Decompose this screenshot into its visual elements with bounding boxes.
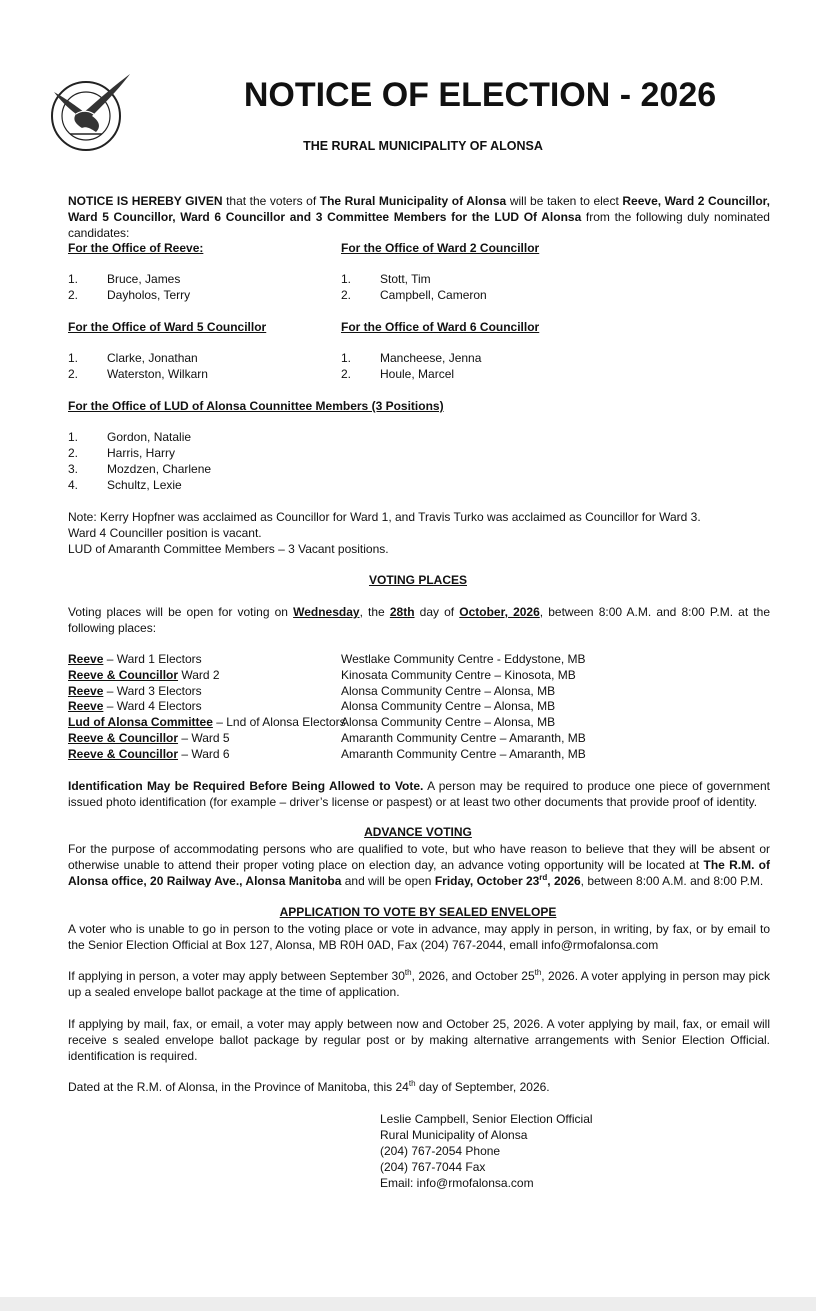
sealed-p2-text-2: , 2026, and October 25 bbox=[411, 969, 535, 983]
voting-location: Alonsa Community Centre – Alonsa, MB bbox=[341, 699, 556, 713]
ward5-heading: For the Office of Ward 5 Councillor bbox=[68, 320, 267, 334]
list-number: 1. bbox=[341, 272, 352, 286]
ward6-candidate-list bbox=[341, 350, 481, 382]
voting-place-row bbox=[68, 652, 768, 668]
identification-text: A person may be required to produce one piece of government issued photo identification (for example – driver’s license or paspest) or at least two other documents that provide proof of identity. bbox=[68, 779, 770, 809]
list-item bbox=[68, 271, 190, 287]
list-item bbox=[341, 350, 481, 366]
advance-text-1: For the purpose of accommodating persons who are qualified to vote, but who have reason to believe that they will be absent or otherwise unable to attend their proper voting place on election day, an advance voting opportunity will be located at bbox=[68, 842, 770, 872]
voting-electors: Ward 2 bbox=[178, 668, 220, 682]
advance-date-year: , 2026 bbox=[547, 874, 581, 888]
advance-date bbox=[435, 874, 581, 888]
note-line: Ward 4 Counciller position is vacant. bbox=[68, 526, 262, 540]
signature-email: Email: info@rmofalonsa.com bbox=[380, 1176, 534, 1190]
advance-date-day: Friday, October 23 bbox=[434, 874, 540, 888]
signature-organization: Rural Municipality of Alonsa bbox=[380, 1128, 528, 1142]
intro-text-2: will be taken to elect bbox=[506, 194, 623, 208]
candidate-name: Mozdzen, Charlene bbox=[107, 462, 212, 476]
identification-bold: Identification May be Required Before Being Allowed to Vote. bbox=[68, 779, 424, 793]
voting-location: Alonsa Community Centre – Alonsa, MB bbox=[341, 684, 556, 698]
voting-place-row bbox=[68, 668, 768, 684]
advance-text-3: , between 8:00 A.M. and 8:00 P.M. bbox=[580, 874, 764, 888]
signature-fax: (204) 767-7044 Fax bbox=[380, 1160, 486, 1174]
candidate-name: Campbell, Cameron bbox=[380, 288, 487, 302]
intro-text-3: from the following duly nominated candidates: bbox=[68, 210, 770, 240]
intro-paragraph bbox=[68, 193, 770, 241]
candidate-name: Bruce, James bbox=[107, 272, 181, 286]
list-item bbox=[68, 287, 190, 303]
intro-municipality: The Rural Municipality of Alonsa bbox=[319, 194, 507, 208]
advance-text-2: and will be open bbox=[341, 874, 435, 888]
voting-location: Alonsa Community Centre – Alonsa, MB bbox=[341, 715, 556, 729]
voting-place-row bbox=[68, 715, 768, 731]
voting-electors: – Ward 1 Electors bbox=[103, 652, 202, 666]
candidate-name: Schultz, Lexie bbox=[107, 478, 182, 492]
list-item bbox=[68, 461, 211, 477]
list-number: 1. bbox=[68, 430, 79, 444]
voting-places-heading: VOTING PLACES bbox=[368, 573, 467, 587]
candidate-name: Dayholos, Terry bbox=[107, 288, 191, 302]
dated-line bbox=[68, 1079, 770, 1095]
sealed-p2-suffix-1: th bbox=[404, 968, 412, 977]
list-item bbox=[68, 429, 211, 445]
voting-places-paragraph bbox=[68, 604, 770, 636]
voting-place-row bbox=[68, 699, 768, 715]
page-subtitle: THE RURAL MUNICIPALITY OF ALONSA bbox=[303, 139, 543, 153]
voting-text-3: day of bbox=[414, 605, 460, 619]
signature-name: Leslie Campbell, Senior Election Official bbox=[380, 1112, 593, 1126]
list-number: 2. bbox=[341, 367, 352, 381]
note-line: LUD of Amaranth Committee Members – 3 Vacant positions. bbox=[68, 542, 389, 556]
sealed-p2-text-3: , 2026. A voter applying in person may pick up a sealed envelope ballot package at the time of application. bbox=[68, 969, 770, 999]
advance-voting-paragraph bbox=[68, 841, 770, 889]
signature-block bbox=[380, 1111, 593, 1191]
ward6-heading: For the Office of Ward 6 Councillor bbox=[341, 320, 540, 334]
intro-lead: NOTICE IS HEREBY GIVEN bbox=[68, 194, 223, 208]
candidate-name: Waterston, Wilkarn bbox=[107, 367, 208, 381]
voting-text-2: , the bbox=[359, 605, 390, 619]
page-title: NOTICE OF ELECTION - 2026 bbox=[243, 76, 717, 114]
list-number: 1. bbox=[68, 272, 79, 286]
list-item bbox=[68, 350, 208, 366]
voting-office: Reeve & Councillor bbox=[68, 668, 179, 682]
ward5-candidate-list bbox=[68, 350, 208, 382]
voting-location: Amaranth Community Centre – Amaranth, MB bbox=[341, 747, 586, 761]
voting-date-number: 28th bbox=[389, 605, 415, 619]
list-number: 2. bbox=[68, 446, 79, 460]
voting-office: Reeve bbox=[68, 652, 104, 666]
voting-office: Reeve & Councillor bbox=[68, 731, 179, 745]
advance-date-suffix: rd bbox=[539, 873, 548, 882]
advance-voting-heading: ADVANCE VOTING bbox=[364, 825, 472, 839]
voting-location: Amaranth Community Centre – Amaranth, MB bbox=[341, 731, 586, 745]
sealed-envelope-paragraph-3: If applying by mail, fax, or email, a voter may apply between now and October 25, 2026. A voter applying by mail, fax, or email will receive s sealed envelope ballot package by regular post or by making alternative arrangements with Senior Election Official. identification is required. bbox=[68, 1017, 770, 1063]
advance-location: The R.M. of Alonsa office, 20 Railway Ave., Alonsa Manitoba bbox=[68, 858, 770, 888]
identification-paragraph bbox=[68, 778, 770, 810]
list-number: 4. bbox=[68, 478, 79, 492]
list-number: 1. bbox=[341, 351, 352, 365]
dated-text-2: day of September, 2026. bbox=[415, 1080, 550, 1094]
voting-location: Westlake Community Centre - Eddystone, MB bbox=[341, 652, 586, 666]
voting-place-row bbox=[68, 747, 768, 763]
voting-text-4: , between 8:00 A.M. and 8:00 P.M. at the following places: bbox=[68, 605, 770, 635]
list-item bbox=[341, 366, 481, 382]
candidate-name: Harris, Harry bbox=[107, 446, 175, 460]
sealed-envelope-paragraph-2 bbox=[68, 968, 770, 1000]
sealed-envelope-heading: APPLICATION TO VOTE BY SEALED ENVELOPE bbox=[279, 905, 557, 919]
lud-candidate-list bbox=[68, 429, 211, 493]
list-number: 2. bbox=[68, 288, 79, 302]
candidate-name: Gordon, Natalie bbox=[107, 430, 192, 444]
voting-office: Reeve bbox=[68, 684, 104, 698]
candidate-name: Houle, Marcel bbox=[380, 367, 455, 381]
list-item bbox=[68, 366, 208, 382]
voting-location: Kinosata Community Centre – Kinosota, MB bbox=[341, 668, 576, 682]
ward2-candidate-list bbox=[341, 271, 487, 303]
list-item bbox=[68, 477, 211, 493]
voting-month-year: October, 2026 bbox=[459, 605, 540, 619]
sealed-envelope-paragraph-1: A voter who is unable to go in person to the voting place or vote in advance, may apply in person, in writing, by fax, or by email to the Senior Election Official at Box 127, Alonsa, MB R0H 0AD, Fax (204) 767-2044, emall info@rmofalonsa.com bbox=[68, 922, 770, 952]
voting-text-1: Voting places will be open for voting on bbox=[68, 605, 294, 619]
list-item bbox=[341, 271, 487, 287]
intro-text-1: that the voters of bbox=[222, 194, 320, 208]
list-number: 2. bbox=[68, 367, 79, 381]
sealed-p2-text-1: If applying in person, a voter may apply between September 30 bbox=[68, 969, 405, 983]
note-line: Note: Kerry Hopfner was acclaimed as Councillor for Ward 1, and Travis Turko was acclaimed as Councillor for Ward 3. bbox=[68, 510, 701, 524]
dated-text-1: Dated at the R.M. of Alonsa, in the Province of Manitoba, this 24 bbox=[68, 1080, 409, 1094]
list-number: 1. bbox=[68, 351, 79, 365]
reeve-candidate-list bbox=[68, 271, 190, 303]
voting-day: Wednesday bbox=[293, 605, 360, 619]
reeve-heading: For the Office of Reeve: bbox=[68, 241, 204, 255]
voting-office: Lud of Alonsa Committee bbox=[68, 715, 213, 729]
list-item bbox=[68, 445, 211, 461]
voting-office: Reeve bbox=[68, 699, 104, 713]
intro-offices: Reeve, Ward 2 Councillor, Ward 5 Councillor, Ward 6 Councillor and 3 Committee Members for the LUD Of Alonsa bbox=[68, 194, 771, 224]
candidate-name: Clarke, Jonathan bbox=[107, 351, 198, 365]
ward2-heading: For the Office of Ward 2 Councillor bbox=[341, 241, 540, 255]
list-item bbox=[341, 287, 487, 303]
list-number: 3. bbox=[68, 462, 79, 476]
voting-electors: – Lnd of Alonsa Electors bbox=[212, 715, 346, 729]
signature-phone: (204) 767-2054 Phone bbox=[380, 1144, 501, 1158]
list-number: 2. bbox=[341, 288, 352, 302]
acclamation-note bbox=[68, 509, 770, 557]
lud-heading: For the Office of LUD of Alonsa Counnittee Members (3 Positions) bbox=[68, 399, 444, 413]
voting-office: Reeve & Councillor bbox=[68, 747, 179, 761]
voting-place-row bbox=[68, 731, 768, 747]
sealed-p2-suffix-2: th bbox=[534, 968, 542, 977]
voting-electors: – Ward 4 Electors bbox=[103, 699, 202, 713]
voting-electors: – Ward 6 bbox=[178, 747, 230, 761]
voting-electors: – Ward 3 Electors bbox=[103, 684, 202, 698]
candidate-name: Stott, Tim bbox=[380, 272, 431, 286]
voting-electors: – Ward 5 bbox=[178, 731, 230, 745]
candidate-name: Mancheese, Jenna bbox=[380, 351, 482, 365]
page-bottom-edge bbox=[0, 1297, 816, 1311]
voting-place-row bbox=[68, 684, 768, 700]
dated-suffix: th bbox=[408, 1079, 416, 1088]
